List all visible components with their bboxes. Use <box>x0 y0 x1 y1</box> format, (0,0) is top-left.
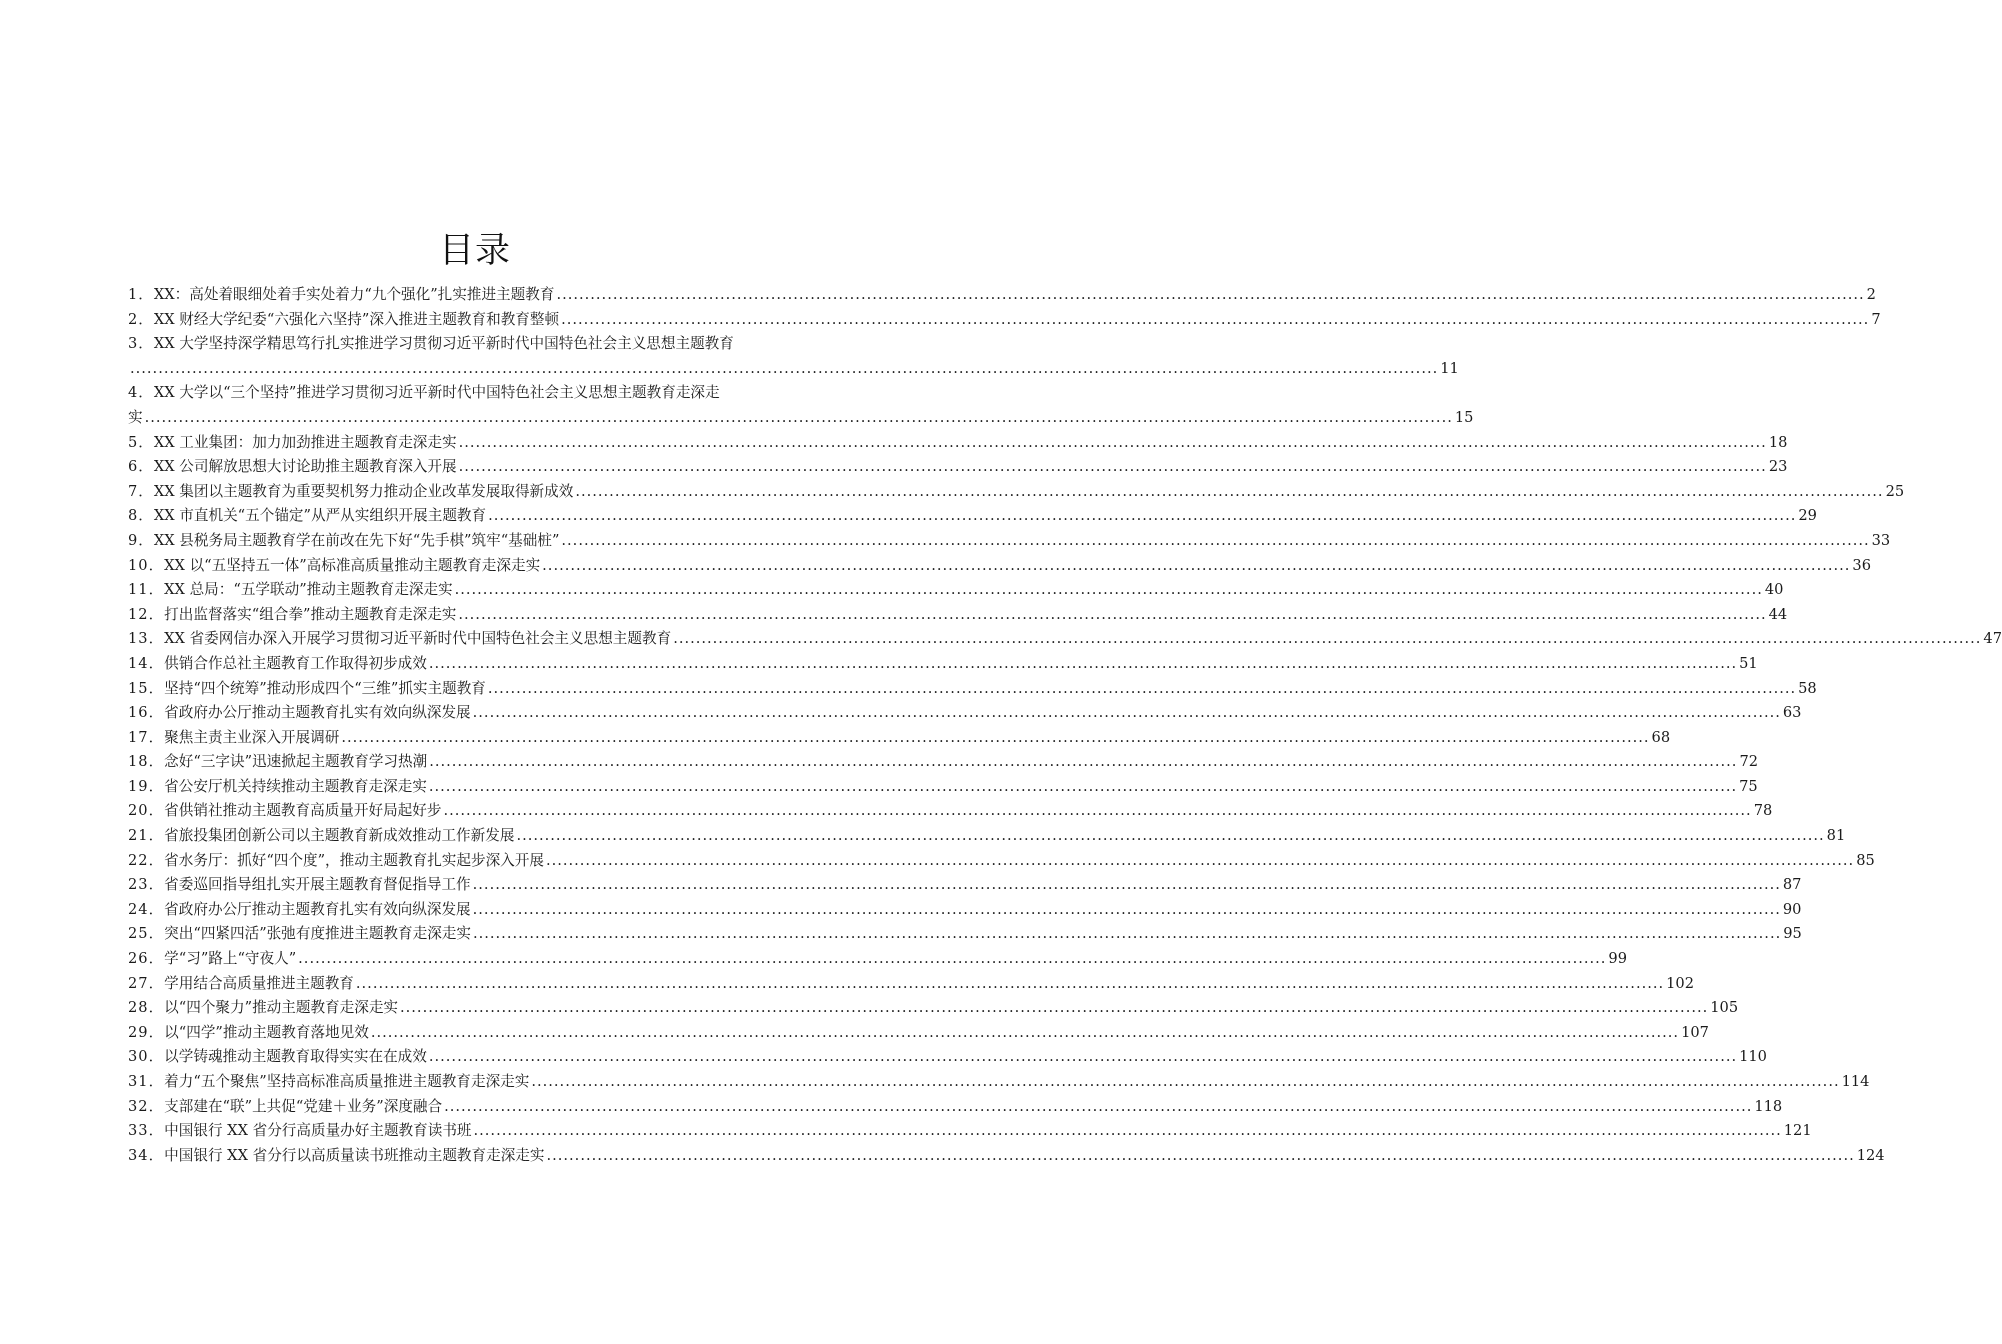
toc-entry-number: 2． <box>128 310 154 328</box>
toc-dot-leader <box>542 554 1850 579</box>
toc-page-number: 90 <box>1782 900 1802 918</box>
toc-dot-leader <box>473 922 1781 947</box>
toc-page-number: 72 <box>1739 753 1759 771</box>
toc-page-number: 63 <box>1782 704 1802 722</box>
toc-dot-leader <box>429 652 1737 677</box>
toc-entry-first-line <box>128 381 834 406</box>
toc-dot-leader <box>473 873 1781 898</box>
toc-page-number: 95 <box>1783 925 1802 943</box>
toc-page-number: 102 <box>1666 974 1694 992</box>
toc-page-number: 11 <box>1440 359 1459 377</box>
toc-entry-title: 坚持“四个统筹”推动形成四个“三维”抓实主题教育 <box>164 679 486 697</box>
toc-entry-second-line <box>128 406 1474 431</box>
toc-entry[interactable] <box>128 701 1802 726</box>
toc-entry-title: 打出监督落实“组合拳”推动主题教育走深走实 <box>164 605 457 623</box>
toc-dot-leader <box>546 849 1854 874</box>
toc-entry-number: 30． <box>128 1048 165 1066</box>
toc-page-number: 47 <box>1983 630 2002 648</box>
toc-entry-title: 省政府办公厅推动主题教育扎实有效向纵深发展 <box>164 900 471 918</box>
toc-page-number: 15 <box>1454 408 1474 426</box>
toc-entry-title: XX 财经大学纪委“六强化六坚持”深入推进主题教育和教育整顿 <box>153 310 560 328</box>
toc-entry-title: XX 大学坚持深学精思笃行扎实推进学习贯彻习近平新时代中国特色社会主义思想主题教育 <box>153 335 734 353</box>
toc-entry[interactable] <box>128 947 1627 972</box>
toc-entry-line <box>128 455 1788 480</box>
toc-entry-title: 突出“四紧四活”张弛有度推进主题教育走深走实 <box>164 925 471 943</box>
toc-entry[interactable] <box>128 775 1758 800</box>
toc-entry[interactable] <box>128 1045 1767 1070</box>
toc-entry-line <box>128 947 1627 972</box>
toc-dot-leader <box>474 1119 1782 1144</box>
toc-entry-line <box>128 1095 1783 1120</box>
toc-entry-title: 支部建在“联”上共促“党建＋业务”深度融合 <box>164 1097 443 1115</box>
toc-entry-line <box>128 1070 1870 1095</box>
toc-entry-number: 20． <box>128 802 165 820</box>
toc-entry-title: 省水务厅：抓好“四个度”，推动主题教育扎实起步深入开展 <box>164 851 544 869</box>
toc-entry-line <box>128 824 1846 849</box>
toc-entry-number: 32． <box>128 1097 165 1115</box>
toc-entry[interactable] <box>128 849 1875 874</box>
toc-entry-line <box>128 972 1694 997</box>
toc-entry-number: 33． <box>128 1122 165 1140</box>
toc-entry-number: 19． <box>128 777 165 795</box>
toc-page-number: 33 <box>1871 531 1891 549</box>
toc-entry-title: XX 集团以主题教育为重要契机努力推动企业改革发展取得新成效 <box>153 482 574 500</box>
toc-page-number: 99 <box>1608 950 1627 968</box>
toc-dot-leader <box>429 750 1737 775</box>
toc-entry[interactable] <box>128 578 1784 603</box>
toc-dot-leader <box>531 1070 1839 1095</box>
toc-entry-title: XX 大学以“三个坚持”推进学习贯彻习近平新时代中国特色社会主义思想主题教育走深走 <box>153 384 720 402</box>
toc-page-number: 124 <box>1856 1146 1885 1164</box>
toc-entry-line <box>128 431 1788 456</box>
toc-entry[interactable] <box>128 750 1759 775</box>
toc-dot-leader <box>458 603 1766 628</box>
toc-entry[interactable] <box>128 652 1758 677</box>
toc-entry-line <box>128 1021 1709 1046</box>
toc-dot-leader <box>473 898 1781 923</box>
toc-entry-title: 省政府办公厅推动主题教育扎实有效向纵深发展 <box>164 704 471 722</box>
toc-entry-title: 省公安厅机关持续推动主题教育走深走实 <box>164 777 427 795</box>
toc-entry[interactable] <box>128 1095 1783 1120</box>
toc-entry-number: 10． <box>128 556 165 574</box>
toc-entry[interactable] <box>128 677 1817 702</box>
toc-entry-number: 29． <box>128 1023 165 1041</box>
toc-entry-line <box>128 996 1739 1021</box>
toc-entry-line <box>128 529 1891 554</box>
toc-dot-leader <box>455 578 1763 603</box>
toc-entry-line <box>128 775 1758 800</box>
toc-page-number: 51 <box>1739 654 1758 672</box>
toc-entry-number: 13． <box>128 630 165 648</box>
toc-entry[interactable] <box>128 627 2002 652</box>
toc-dot-leader <box>575 480 1883 505</box>
toc-entry-line <box>128 1045 1767 1070</box>
toc-page-number: 40 <box>1764 581 1784 599</box>
toc-entry-title-continued: 实 <box>128 408 143 426</box>
toc-dot-leader <box>130 357 1438 382</box>
toc-dot-leader <box>400 996 1708 1021</box>
toc-entry-line <box>128 1144 1885 1169</box>
toc-dot-leader <box>145 406 1453 431</box>
toc-entry-line <box>128 504 1817 529</box>
toc-entry-line <box>128 750 1759 775</box>
toc-dot-leader <box>459 431 1767 456</box>
toc-entry[interactable] <box>128 283 1876 308</box>
toc-entry[interactable] <box>128 972 1694 997</box>
toc-dot-leader <box>546 1144 1854 1169</box>
toc-entry[interactable] <box>128 480 1905 505</box>
toc-entry-number: 8． <box>128 507 154 525</box>
toc-entry-title: 以学铸魂推动主题教育取得实实在在成效 <box>164 1048 427 1066</box>
toc-entry[interactable] <box>128 1119 1812 1144</box>
toc-entry-line <box>128 554 1871 579</box>
toc-dot-leader <box>673 627 1981 652</box>
toc-page-number: 118 <box>1754 1097 1783 1115</box>
toc-entry-title: 中国银行 XX 省分行以高质量读书班推动主题教育走深走实 <box>164 1146 545 1164</box>
toc-entry[interactable] <box>128 799 1773 824</box>
toc-entry-first-line <box>128 332 834 357</box>
toc-title: 目录 <box>438 231 511 271</box>
toc-entry-title: 聚焦主责主业深入开展调研 <box>164 728 340 746</box>
toc-list <box>128 283 2002 1168</box>
toc-entry-number: 21． <box>128 827 165 845</box>
toc-entry-number: 34． <box>128 1146 165 1164</box>
toc-page-number: 68 <box>1651 728 1671 746</box>
toc-entry-number: 26． <box>128 950 165 968</box>
toc-entry-number: 6． <box>128 458 154 476</box>
toc-dot-leader <box>488 677 1796 702</box>
toc-entry-title: 着力“五个聚焦”坚持高标准高质量推进主题教育走深走实 <box>164 1073 530 1090</box>
toc-page-number: 36 <box>1852 556 1871 574</box>
toc-entry[interactable] <box>128 1070 1870 1095</box>
toc-page-number: 121 <box>1783 1122 1812 1140</box>
toc-entry-line <box>128 480 1905 505</box>
toc-entry-number: 25． <box>128 925 165 943</box>
toc-page-number: 29 <box>1798 507 1817 525</box>
toc-dot-leader <box>444 1095 1752 1120</box>
toc-entry[interactable] <box>128 381 1474 430</box>
toc-entry-number: 5． <box>128 433 154 451</box>
toc-page-number: 23 <box>1768 458 1788 476</box>
toc-dot-leader <box>371 1021 1679 1046</box>
toc-page-number: 78 <box>1753 802 1773 820</box>
toc-entry-title: 省委巡回指导组扎实开展主题教育督促指导工作 <box>164 876 471 894</box>
toc-entry-title: 念好“三字诀”迅速掀起主题教育学习热潮 <box>164 753 428 771</box>
toc-page-number: 58 <box>1798 679 1817 697</box>
toc-entry[interactable] <box>128 898 1802 923</box>
toc-dot-leader <box>561 308 1869 333</box>
toc-entry-number: 3． <box>128 335 154 353</box>
toc-entry[interactable] <box>128 529 1891 554</box>
toc-dot-leader <box>516 824 1824 849</box>
toc-entry-number: 24． <box>128 900 165 918</box>
toc-entry-title: XX 工业集团：加力加劲推进主题教育走深走实 <box>153 433 457 451</box>
toc-entry[interactable] <box>128 726 1671 751</box>
toc-page-number: 7 <box>1871 310 1881 328</box>
toc-page-number: 18 <box>1768 433 1788 451</box>
toc-entry-title: XX：高处着眼细处着手实处着力“九个强化”扎实推进主题教育 <box>153 286 555 303</box>
toc-entry[interactable] <box>128 554 1871 579</box>
toc-entry-number: 16． <box>128 704 165 722</box>
toc-entry-line <box>128 701 1802 726</box>
toc-page-number: 25 <box>1885 482 1905 500</box>
toc-entry-title: XX 公司解放思想大讨论助推主题教育深入开展 <box>153 458 457 476</box>
toc-entry[interactable] <box>128 455 1788 480</box>
toc-entry[interactable] <box>128 308 1881 333</box>
toc-entry-line <box>128 922 1802 947</box>
toc-entry-number: 15． <box>128 679 165 697</box>
toc-entry[interactable] <box>128 1021 1709 1046</box>
toc-entry-title: XX 总局：“五学联动”推动主题教育走深走实 <box>164 581 453 599</box>
toc-entry-number: 12． <box>128 605 165 623</box>
toc-entry[interactable] <box>128 603 1788 628</box>
toc-dot-leader <box>356 972 1664 997</box>
toc-entry[interactable] <box>128 1144 1885 1169</box>
toc-entry-number: 7． <box>128 482 154 500</box>
toc-entry-number: 11． <box>128 581 165 599</box>
toc-entry-title: XX 以“五坚持五一体”高标准高质量推动主题教育走深走实 <box>164 556 541 574</box>
toc-entry-line <box>128 799 1773 824</box>
toc-entry-second-line <box>128 357 1459 382</box>
toc-dot-leader <box>443 799 1751 824</box>
toc-entry-number: 14． <box>128 654 165 672</box>
toc-entry[interactable] <box>128 332 1459 381</box>
toc-dot-leader <box>473 701 1781 726</box>
toc-page-number: 85 <box>1856 851 1875 869</box>
toc-entry-title: 以“四学”推动主题教育落地见效 <box>164 1023 369 1041</box>
toc-entry[interactable] <box>128 824 1846 849</box>
toc-entry-line <box>128 898 1802 923</box>
toc-entry-title: 中国银行 XX 省分行高质量办好主题教育读书班 <box>164 1122 472 1140</box>
toc-entry[interactable] <box>128 431 1788 456</box>
toc-entry-title: 以“四个聚力”推动主题教育走深走实 <box>164 999 399 1017</box>
toc-dot-leader <box>459 455 1767 480</box>
toc-dot-leader <box>341 726 1649 751</box>
toc-entry-line <box>128 603 1788 628</box>
toc-entry-line <box>128 652 1758 677</box>
toc-entry[interactable] <box>128 873 1802 898</box>
toc-entry[interactable] <box>128 504 1817 529</box>
toc-entry-line <box>128 677 1817 702</box>
toc-page-number: 44 <box>1768 605 1788 623</box>
toc-entry-number: 9． <box>128 531 154 549</box>
toc-entry-number: 18． <box>128 753 165 771</box>
toc-dot-leader <box>429 1045 1737 1070</box>
toc-entry-title: 学用结合高质量推进主题教育 <box>164 974 354 992</box>
toc-entry-line <box>128 627 2002 652</box>
toc-page-number: 114 <box>1841 1073 1870 1090</box>
toc-dot-leader <box>488 504 1796 529</box>
toc-dot-leader <box>556 283 1864 308</box>
toc-entry-number: 4． <box>128 384 154 402</box>
toc-entry-number: 23． <box>128 876 165 894</box>
toc-entry-title: 学“习”路上“守夜人” <box>164 950 297 968</box>
toc-entry-title: 供销合作总社主题教育工作取得初步成效 <box>164 654 427 672</box>
toc-entry-number: 31． <box>128 1073 165 1090</box>
toc-page-number: 105 <box>1710 999 1739 1017</box>
toc-page-number: 81 <box>1826 827 1846 845</box>
toc-entry-title: XX 市直机关“五个锚定”从严从实组织开展主题教育 <box>153 507 487 525</box>
toc-entry-title: XX 省委网信办深入开展学习贯彻习近平新时代中国特色社会主义思想主题教育 <box>164 630 672 648</box>
toc-page-number: 2 <box>1866 286 1876 303</box>
toc-entry-number: 22． <box>128 851 165 869</box>
toc-entry-title: XX 县税务局主题教育学在前改在先下好“先手棋”筑牢“基础桩” <box>153 531 560 549</box>
toc-page-number: 75 <box>1739 777 1758 795</box>
toc-page-number: 107 <box>1681 1023 1709 1041</box>
toc-entry-line <box>128 308 1881 333</box>
toc-entry[interactable] <box>128 996 1739 1021</box>
toc-entry-line <box>128 283 1876 308</box>
toc-page-number: 87 <box>1782 876 1802 894</box>
toc-entry-title: 省旅投集团创新公司以主题教育新成效推动工作新发展 <box>164 827 515 845</box>
toc-entry-title: 省供销社推动主题教育高质量开好局起好步 <box>164 802 442 820</box>
toc-entry-number: 1． <box>128 286 154 303</box>
toc-dot-leader <box>298 947 1606 972</box>
toc-entry-line <box>128 873 1802 898</box>
toc-entry-number: 27． <box>128 974 165 992</box>
toc-page-number: 110 <box>1739 1048 1767 1066</box>
toc-entry-line <box>128 578 1784 603</box>
toc-entry-line <box>128 726 1671 751</box>
toc-dot-leader <box>429 775 1737 800</box>
toc-entry-number: 17． <box>128 728 165 746</box>
toc-dot-leader <box>561 529 1869 554</box>
toc-entry-line <box>128 849 1875 874</box>
toc-entry-number: 28． <box>128 999 165 1017</box>
toc-entry[interactable] <box>128 922 1802 947</box>
toc-entry-line <box>128 1119 1812 1144</box>
